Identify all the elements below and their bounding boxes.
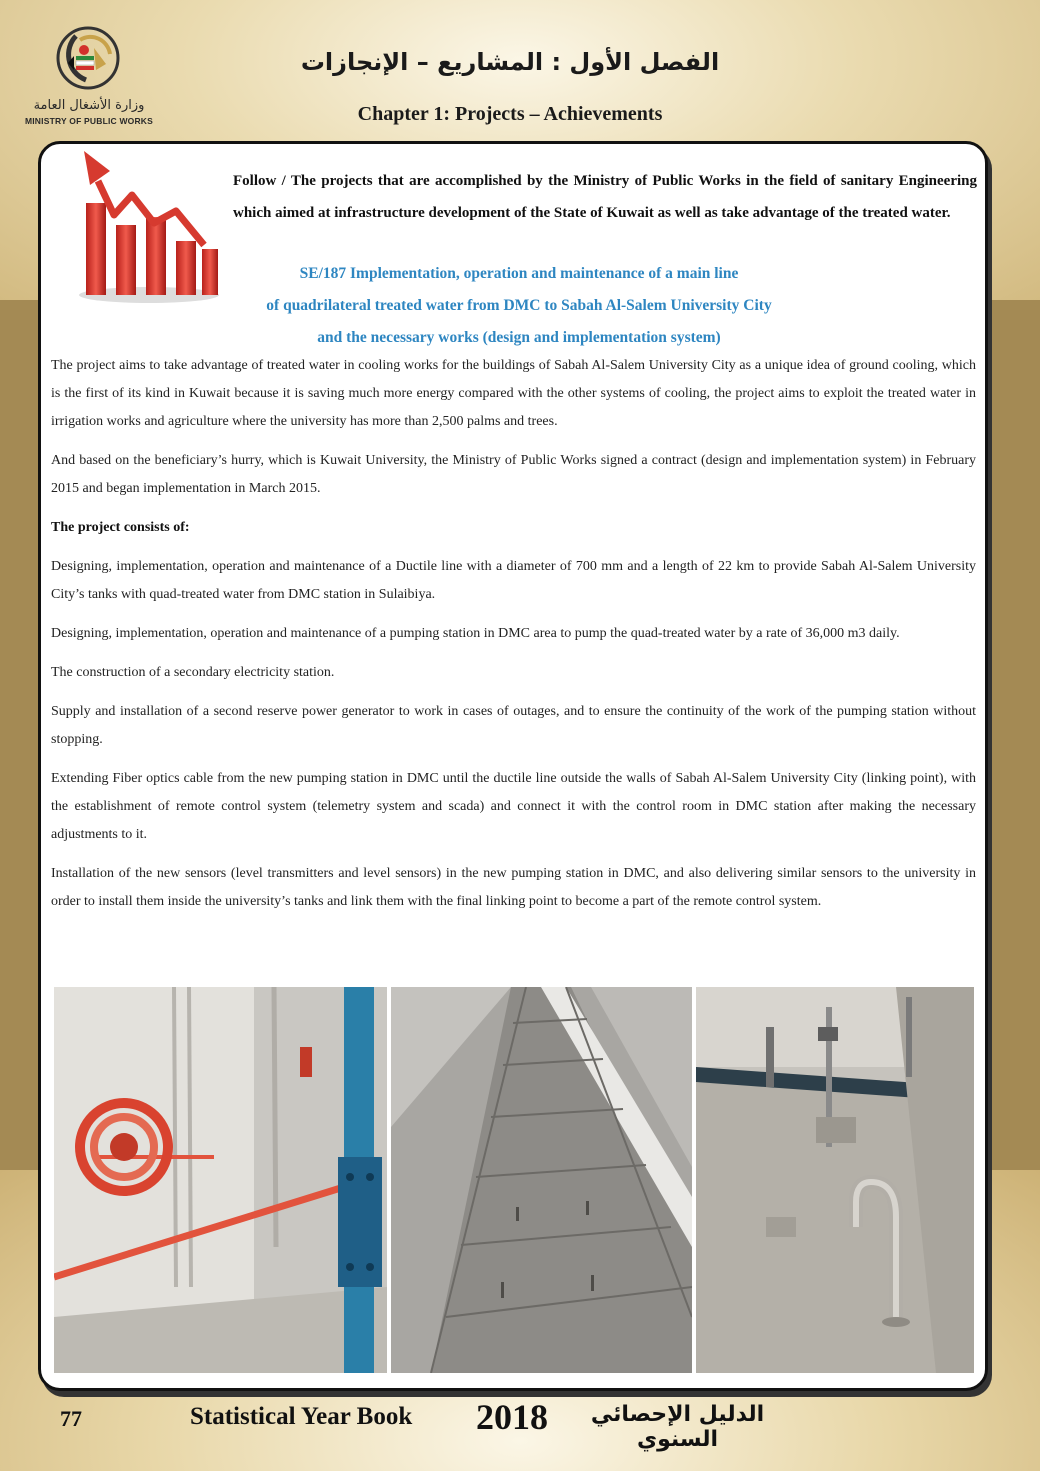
paragraph-aim: The project aims to take advantage of treated water in cooling works for the buildings of Sabah Al-Salem University City as a unique idea of ground cooling, which is the first of its kind in Kuwait because it is saving much more energy compared with the other systems of cooling, the project aims to exploit the treated water in irrigation works and agriculture where the university has more than 2,500 palms and trees. <box>51 358 976 429</box>
paragraph-fiber-optics: Extending Fiber optics cable from the new pumping station in DMC until the ductile line outside the walls of Sabah Al-Salem University City (linking point), with the establishment of remote control system (telemetry system and scada) and connect it with the control room in DMC station after making the necessary adjustments to it. <box>51 771 976 842</box>
consists-heading: The project consists of: <box>51 520 190 535</box>
paragraph-power-generator: Supply and installation of a second reserve power generator to work in cases of outages, and to ensure the continuity of the work of the pumping station without stopping. <box>51 704 976 747</box>
paragraph-ductile-line: Designing, implementation, operation and maintenance of a Ductile line with a diameter of 700 mm and a length of 22 km to provide Sabah Al-Salem University City’s tanks with quad-treated water from DMC station in Sulaibiya. <box>51 559 976 602</box>
paragraph-pumping-station: Designing, implementation, operation and maintenance of a pumping station in DMC area to pump the quad-treated water by a rate of 36,000 m3 daily. <box>51 626 900 641</box>
page-number: 77 <box>60 1406 82 1431</box>
chapter-title: Chapter 1: Projects – Achievements <box>357 103 663 125</box>
declining-chart-icon <box>54 145 224 305</box>
intro-text: Follow / The projects that are accomplished by the Ministry of Public Works in the field of sanitary Engineering which aimed at infrastructure development of the State of Kuwait as well as take advantage of the treated water. <box>233 173 977 221</box>
paragraph-electricity-station: The construction of a secondary electricity station. <box>51 665 335 680</box>
chapter-title-arabic: الفصل الأول : المشاريع – الإنجازات <box>300 48 720 76</box>
project-title-line-3: and the necessary works (design and implementation system) <box>317 329 721 346</box>
project-title-line-2: of quadrilateral treated water from DMC to Sabah Al-Salem University City <box>266 297 772 314</box>
paragraph-contract: And based on the beneficiary’s hurry, which is Kuwait University, the Ministry of Public Works signed a contract (design and implementation system) in February 2015 and began implementation in March 2015. <box>51 453 976 496</box>
ministry-logo <box>24 12 164 132</box>
paragraph-sensors: Installation of the new sensors (level transmitters and level sensors) in the new pumping station in DMC, and also delivering similar sensors to the university in order to install them inside the university’s tanks and link them with the final linking point to become a part of the remote control system. <box>51 866 976 909</box>
photo-pump-room <box>54 987 387 1373</box>
logo-english-name: MINISTRY OF PUBLIC WORKS <box>24 116 154 126</box>
body-text <box>51 352 976 927</box>
footer-title-arabic: الدليل الإحصائي السنوي <box>590 1402 765 1452</box>
photo-concrete-slabs <box>391 987 692 1373</box>
footer-title: Statistical Year Book <box>190 1403 413 1430</box>
footer-year: 2018 <box>476 1397 548 1437</box>
ministry-emblem-icon <box>46 14 130 98</box>
project-title-line-1: SE/187 Implementation, operation and maintenance of a main line <box>299 265 739 282</box>
project-title <box>233 258 805 354</box>
photo-pipe-site <box>696 987 974 1373</box>
logo-arabic-name: وزارة الأشغال العامة <box>33 98 145 113</box>
